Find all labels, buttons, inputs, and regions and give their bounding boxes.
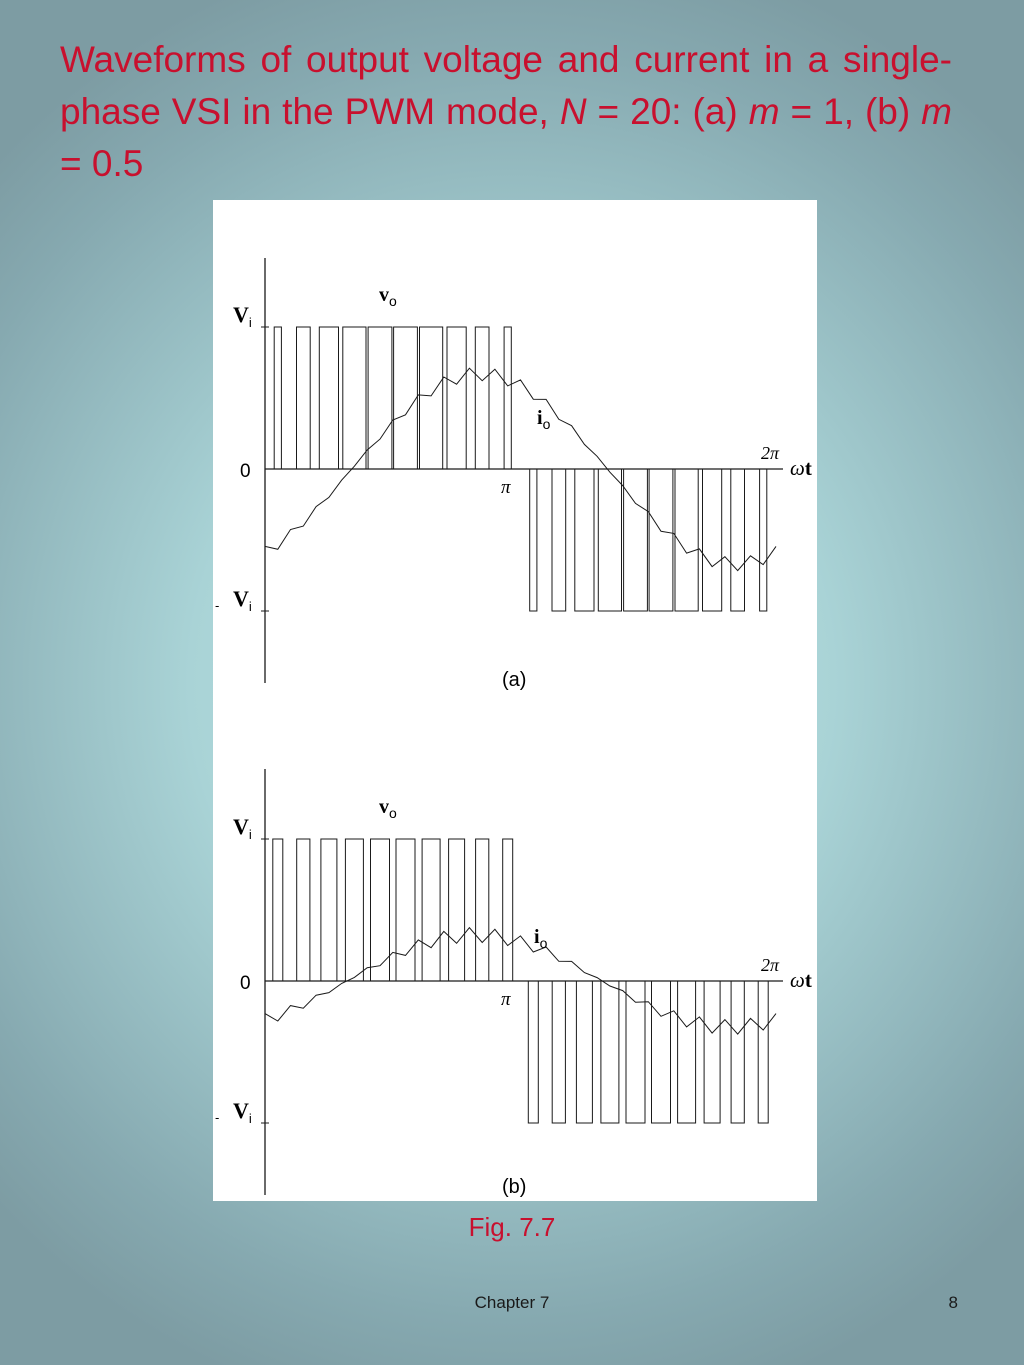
vi-pos-label: $V_i$ — [233, 302, 252, 330]
title-text-2: = 20: (a) — [586, 91, 749, 132]
vi-neg-sign: - — [215, 598, 220, 613]
omega-t-label: ωt — [790, 456, 812, 480]
two-pi-label: 2π — [761, 443, 780, 463]
zero-label: 0 — [240, 461, 251, 482]
two-pi-label: 2π — [761, 955, 780, 975]
title-text-4: = 0.5 — [60, 143, 144, 184]
io-label: $i_o$ — [537, 407, 551, 432]
footer-page-number: 8 — [948, 1293, 958, 1312]
pi-label: π — [501, 477, 511, 498]
figure-caption: Fig. 7.7 — [468, 1212, 556, 1242]
voltage-pulse-train — [265, 839, 776, 1123]
panel-a — [215, 258, 812, 691]
panel-b — [215, 769, 812, 1198]
title-var-m-b: m — [921, 91, 952, 132]
vi-neg-label: $V_i$ — [233, 586, 252, 614]
vo-label: $v_o$ — [379, 284, 397, 309]
omega-t-label: ωt — [790, 968, 812, 992]
title-text-1: Waveforms of output voltage and current in a single-phase VSI in the PWM mode, — [60, 39, 952, 132]
voltage-waveform — [265, 327, 776, 611]
title-var-m-a: m — [748, 91, 780, 132]
footer-chapter: Chapter 7 — [474, 1293, 550, 1312]
voltage-pulse-train — [265, 327, 776, 611]
figure-panel — [213, 200, 817, 1201]
panel-caption: (a) — [502, 669, 527, 691]
panel-caption: (b) — [502, 1176, 527, 1198]
vi-neg-sign: - — [215, 1110, 220, 1125]
slide-title — [60, 34, 952, 190]
voltage-waveform — [265, 839, 776, 1123]
io-label: $i_o$ — [534, 926, 548, 951]
waveform-figure — [213, 200, 817, 1201]
vi-pos-label: $V_i$ — [233, 814, 252, 842]
title-var-n: N — [559, 91, 587, 132]
zero-label: 0 — [240, 973, 251, 994]
vi-neg-label: $V_i$ — [233, 1098, 252, 1126]
vo-label: $v_o$ — [379, 796, 397, 821]
title-text-3: = 1, (b) — [779, 91, 922, 132]
pi-label: π — [501, 989, 511, 1010]
